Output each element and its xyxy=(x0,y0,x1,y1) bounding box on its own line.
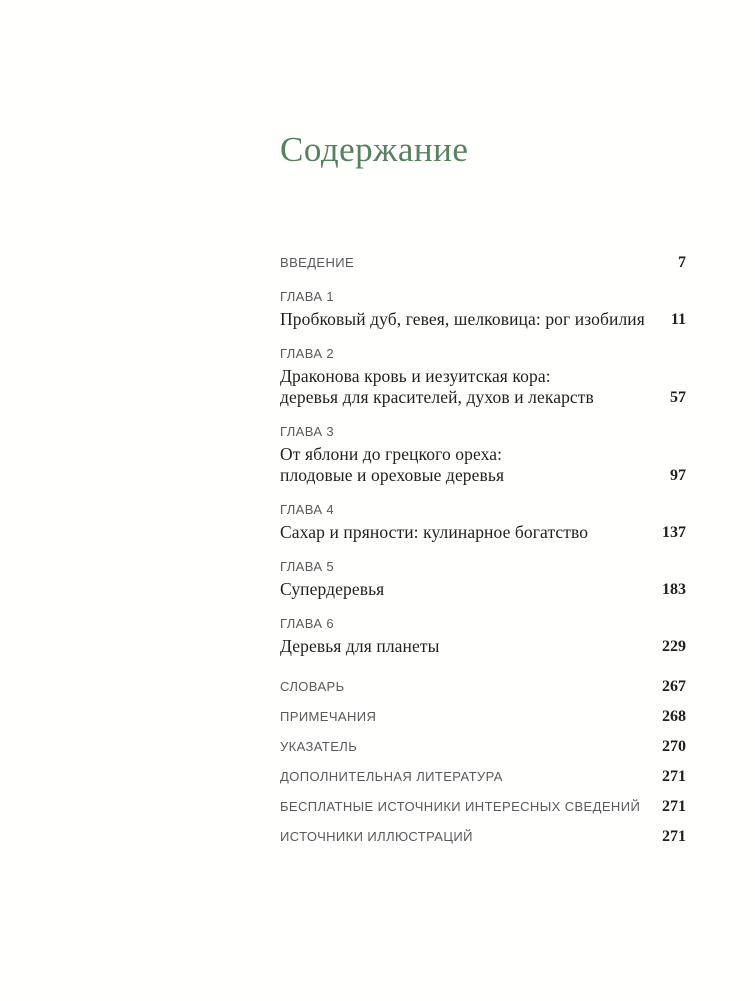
chapter-title xyxy=(280,579,384,600)
chapter-page-number: 97 xyxy=(670,467,686,484)
toc-list xyxy=(280,253,686,847)
chapter-label: ГЛАВА 5 xyxy=(280,559,335,574)
toc-entry-page-number: 267 xyxy=(662,678,686,695)
chapter-title-row xyxy=(280,444,686,486)
chapter-title-row xyxy=(280,579,686,600)
chapter-title-line: Сахар и пряности: кулинарное богатство xyxy=(280,522,589,542)
chapter-title-line: От яблони до грецкого ореха: xyxy=(280,444,503,464)
toc-entry-page-number: 271 xyxy=(662,768,686,785)
chapter-title xyxy=(280,309,645,330)
toc-entry-introduction xyxy=(280,253,686,273)
toc-entry-label: БЕСПЛАТНЫЕ ИСТОЧНИКИ ИНТЕРЕСНЫХ СВЕДЕНИЙ xyxy=(280,799,641,814)
chapter-label: ГЛАВА 1 xyxy=(280,289,335,304)
toc-entry-label: ПРИМЕЧАНИЯ xyxy=(280,709,377,724)
toc-entry-label: СЛОВАРЬ xyxy=(280,679,345,694)
chapter-title xyxy=(280,444,504,486)
toc-back-matter xyxy=(280,677,686,847)
chapter-title-row xyxy=(280,309,686,330)
chapter-page-number: 183 xyxy=(662,581,686,598)
toc-chapter-1 xyxy=(280,289,686,330)
chapter-title xyxy=(280,636,439,657)
chapter-title-line: Деревья для планеты xyxy=(280,636,440,656)
chapter-label: ГЛАВА 2 xyxy=(280,346,335,361)
toc-entry-index xyxy=(280,737,686,757)
chapter-title-line: деревья для красителей, духов и лекарств xyxy=(280,387,594,407)
toc-entry-page-number: 271 xyxy=(662,828,686,845)
toc-entry-label: ВВЕДЕНИЕ xyxy=(280,255,355,270)
toc-entry-glossary xyxy=(280,677,686,697)
chapter-page-number: 137 xyxy=(662,524,686,541)
chapter-label: ГЛАВА 6 xyxy=(280,616,335,631)
toc-chapter-4 xyxy=(280,502,686,543)
toc-chapter-3 xyxy=(280,424,686,486)
toc-chapter-2 xyxy=(280,346,686,408)
chapter-title-line: Супердеревья xyxy=(280,579,385,599)
chapter-title-line: Пробковый дуб, гевея, шелковица: рог изобилия xyxy=(280,309,645,329)
chapter-label: ГЛАВА 4 xyxy=(280,502,335,517)
toc-entry-page-number: 271 xyxy=(662,798,686,815)
toc-chapter-6 xyxy=(280,616,686,657)
toc-chapter-5 xyxy=(280,559,686,600)
toc-entry-label: УКАЗАТЕЛЬ xyxy=(280,739,358,754)
toc-entry-further-reading xyxy=(280,767,686,787)
chapter-title-line: плодовые и ореховые деревья xyxy=(280,465,505,485)
toc-entry-illustration-credits xyxy=(280,827,686,847)
chapter-title xyxy=(280,522,588,543)
chapter-title-row xyxy=(280,522,686,543)
chapter-title-row xyxy=(280,636,686,657)
chapter-title-line: Драконова кровь и иезуитская кора: xyxy=(280,366,551,386)
toc-entry-notes xyxy=(280,707,686,727)
chapter-page-number: 229 xyxy=(662,638,686,655)
chapter-page-number: 57 xyxy=(670,389,686,406)
chapter-title-row xyxy=(280,366,686,408)
chapter-page-number: 11 xyxy=(670,311,686,328)
toc-entry-page-number: 7 xyxy=(678,254,686,271)
chapter-title xyxy=(280,366,594,408)
toc-entry-page-number: 268 xyxy=(662,708,686,725)
toc-entry-page-number: 270 xyxy=(662,738,686,755)
toc-entry-label: ДОПОЛНИТЕЛЬНАЯ ЛИТЕРАТУРА xyxy=(280,769,503,784)
toc-entry-free-sources xyxy=(280,797,686,817)
page-title: Содержание xyxy=(280,130,469,169)
toc-entry-label: ИСТОЧНИКИ ИЛЛЮСТРАЦИЙ xyxy=(280,829,473,844)
chapter-label: ГЛАВА 3 xyxy=(280,424,335,439)
